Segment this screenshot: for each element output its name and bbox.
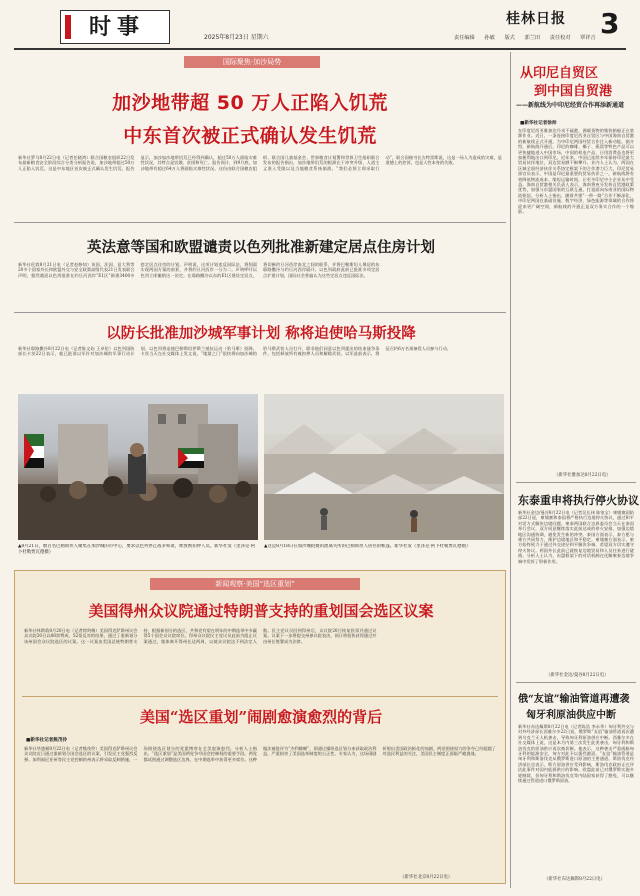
right-bottom-headline-2: 匈牙利原油供应中断 (526, 710, 616, 721)
main-headline-2: 中东首次被正式确认发生饥荒 (123, 125, 377, 147)
proof-name: 覃祥吉 (580, 35, 596, 41)
photo-protest (18, 394, 258, 540)
us-story2-headline: 美国“选区重划”闹剧愈演愈烈的背后 (139, 708, 383, 726)
settlement-body: 新华社伦敦8月21日电（记者赵修知）英国、法国、意大利等20多个国家外长和欧盟外交与安全政策高级代表21日发表联合声明，强烈谴责以色列批准在约旦河西岸“E1区”新建3400多套定居点住房的计划。声明说，这项计划违反国际法，将削弱实现两国方案的前景，并将约旦河西岸一分为二。声明呼吁以色列立即撤销这一决定。在耶路撒冷以东的E1区建设定居点，将切断约旦河西岸南北之间的联系，并将巴勒斯坦人聚居的东耶路撒冷与约旦河西岸隔开。以色列政府此前已批准多项定居点扩建计划，国际社会普遍认为这些定居点违反国际法。 (18, 262, 380, 278)
proof-label: 责任校对 (549, 35, 571, 41)
divider-1 (14, 222, 506, 223)
editor-label: 责任编辑 (454, 35, 475, 41)
divider-us (22, 696, 498, 697)
right-bottom-dateline: （新华社布达佩斯8月22日电） (544, 877, 606, 882)
band-us (150, 578, 360, 590)
band-us-label: 新闻观察·美国“选区重划” (215, 580, 295, 588)
us-story1-body: 新华社休斯敦8月20日电（记者徐剑梅）美国得克萨斯州议会众议院20日以88票赞成、52票反对的结果，通过了重新划分该州国会众议院选区的议案。这一议案由美国总统特朗普支持，根据新划分的选区，共和党有望在明年的中期选举中多赢得5个国会众议院席位。得州众议院民主党议员此前为阻止议案通过，集体离开得州长达两周，以使众议院达不到法定人数。民主党议员回到得州后，众议院20日恢复投票并通过议案。议案下一步将提交州参议院表决，预计将很快获得通过并由州长签署成为法律。 (24, 628, 377, 644)
us-story1-headline: 美国得州众议院通过特朗普支持的重划国会选区议案 (88, 602, 434, 620)
section-title-text: 时事 (89, 15, 146, 40)
band-gaza-label: 国际聚焦·加沙局势 (222, 58, 282, 66)
right-mid-headline: 东泰重申将执行停火协议 (518, 494, 639, 507)
right-top-dateline: （新华社雅加达8月22日电） (554, 473, 611, 478)
masthead (0, 0, 640, 50)
settlement-headline: 英法意等国和欧盟谴责以色列批准新建定居点住房计划 (87, 239, 435, 256)
military-headline: 以防长批准加沙城军事计划 称将迫使哈马斯投降 (106, 325, 416, 342)
layout-name: 郭兰田 (524, 35, 541, 41)
military-body: 新华社耶路撒冷8月22日电（记者陈文仙 王卓伦）以色列国防部长卡茨22日表示，他已批准以军针对加沙城的军事行动计划，以色列将迫使巴勒斯坦伊斯兰抵抗运动（哈马斯）投降。卡茨当天在社交媒体上发文说，“地狱之门”很快将向加沙城的哈马斯武装人员打开，除非他们同意以色列提出的结束战争条件，包括释放所有被扣押人员和解除武装。以军此前表示，将征召约6万名预备役人员参与行动。 (18, 346, 451, 357)
masthead-rule (14, 48, 626, 50)
right-top-subhead: ——新航线为中印尼经贸合作再添新通道 (516, 102, 625, 109)
photo-protest-art (18, 394, 258, 540)
photo-tents (264, 394, 504, 540)
section-title-bar (65, 15, 71, 39)
section-title (60, 10, 170, 44)
us-story2-dateline: （新华社北京8月22日电） (400, 875, 453, 880)
paper-name: 桂林日报 (506, 11, 566, 27)
photo-protest-caption: ▲8月21日，数百名巴勒斯坦人聚集在加沙城的市中心，要求以色列停止战争和谈，释放被扣押人员。新华社发（里泽克·阿卜杜勒贾瓦德摄） (18, 544, 256, 555)
right-mid-dateline: （新华社金边/曼谷8月22日电） (546, 673, 609, 678)
right-bottom-body: 新华社布达佩斯8月22日电（记者陈浩 李永华）匈牙利外交与对外经济部长西雅尔多22日说，俄罗斯“友谊”输油管道再次遭到乌克兰无人机袭击，导致匈牙利原油供应中断。西雅尔多在社交媒体上说，这是本月内第三次发生此类袭击，匈牙利和斯洛伐克的原油供应再次被切断。他表示，这种袭击严重威胁匈牙利的能源安全，匈方对此予以强烈谴责。“友谊”输油管道是匈牙利和斯洛伐克从俄罗斯进口原油的主要通道。斯洛伐克经济部长也表示，斯方原油供应受到影响，斯洛伐克政府正在评估此事件对国内能源供应的影响。欧盟此前已对俄罗斯实施多轮制裁，但匈牙利和斯洛伐克等内陆国家获得了豁免，可以继续通过管道进口俄罗斯原油。 (518, 724, 634, 784)
right-column-rule (510, 52, 511, 888)
right-bottom-headline-1: 俄“友谊”输油管道再遭袭 (518, 694, 630, 705)
us-story2-byline: ■新华社记者熊茂伶 (26, 738, 68, 743)
right-divider-2 (516, 682, 636, 683)
right-top-body: 在印度尼西亚雅加达丹戎不碌港，满载货物的集装箱船正在装卸作业。近日，一条连接印度尼西亚自贸区与中国海南自贸港的新航线正式开通，为中印尼两国经贸合作注入新动能。据介绍，新航线开通后，印尼的咖啡、椰子、燕窝等特色产品可以更快捷地进入中国市场，中国的机电产品、日用消费品也将更加便利地出口到印尼。近年来，中国已连续多年保持印尼最大贸易伙伴地位，双边贸易额不断攀升。业内人士认为，两国在区域全面经济伙伴关系协定框架下的合作潜力巨大。印尼贸易部官员表示，中国是印尼最重要的贸易伙伴之一，新航线将有效降低物流成本、缩短运输时间，让更多印尼中小企业从中受益。海南自贸港相关负责人表示，海南将充分发挥自贸港政策优势，加强与东盟国家的互联互通，打造面向东南亚的国际物流枢纽。分析人士指出，随着共建“一带一路”合作不断深化，中印尼两国在基础设施、数字经济、绿色能源等领域的合作将迎来更广阔空间，新航线的开通正是双方务实合作的一个缩影。 (518, 128, 634, 215)
band-gaza (184, 56, 320, 68)
right-top-headline-1: 从印尼自贸区 (520, 66, 599, 81)
photo-tents-caption: ▲这是8月18日在加沙城拍摄的流离失所的巴勒斯坦人居住的帐篷。新华社发（里泽克·阿卜杜勒贾瓦德摄） (264, 544, 471, 549)
right-top-headline-2: 到中国自贸港 (534, 84, 613, 99)
right-top-byline: ■新华社记者徐帅 (520, 121, 557, 126)
main-story-body: 新华社罗马8月22日电（记者任晓鸿）联合国粮农组织22日发布最新粮食安全阶段综合分类分析报告说，加沙地带超过50万人正陷入饥荒。这是中东地区首次被正式确认发生饥荒。报告显示，加沙加沙地带饥荒已经得到确认，超过50万人面临灾难性状况，其特点是饥饿、贫困和死亡。报告预计，到9月底，加沙地带有超过64万人将面临灾难性状况。这份由联合国粮农组织、联合国儿童基金会、世界粮食计划署和世界卫生组织联合发布的报告指出，加沙地带饥荒的根源在于冲突升级、人道主义准入受限以及当地粮食系统崩溃。“我们必须立即采取行动”，联合国秘书长古特雷斯说，这是一场人为造成的灾难，是道德上的控诉，也是人性本身的失败。 (18, 155, 502, 171)
date-line: 2025年8月23日 星期六 (204, 34, 269, 41)
editor-line (454, 34, 596, 41)
main-headline-1: 加沙地带超 50 万人正陷入饥荒 (112, 92, 388, 114)
page-number: 3 (600, 7, 620, 40)
photo-tents-art (264, 394, 504, 540)
right-mid-body: 新华社金边/曼谷8月22日电（记者吴长伟 陈家宝）柬埔寨国防部22日说，柬埔寨和泰国将严格执行边境停火协议，通过和平对话方式解决边境问题。柬泰两国联合边界委员会当天在泰国举行会议，双方同意继续落实此前达成的停火安排，加强边境地区沟通协调，避免发生新的冲突。泰国方面表示，泰方愿与柬方共同努力，维护边境地区和平稳定。柬埔寨方面表示，柬方始终致力于通过外交途径和平解决争端，希望双方切实遵守停火协议。两国外长此前已就恢复边境贸易和人员往来进行磋商。分析人士认为，东盟框架下的对话机制在化解柬泰边境争端中发挥了积极作用。 (518, 510, 634, 564)
editor-name: 孙敏 (484, 35, 495, 41)
divider-2 (14, 312, 506, 313)
right-divider-1 (516, 482, 636, 483)
us-story2-body: 新华社华盛顿8月22日电（记者熊茂伶）美国得克萨斯州议会众议院近日通过重新划分国会选区的议案，引发民主党强烈反弹。加利福尼亚州等民主党控制的州表示将采取反制措施，一场围绕选区划分的党派博弈在全美愈演愈烈。分析人士指出，“选区重划”是美国两党争夺国会控制权的重要手段。两党都试图通过调整选区边界，在中期选举中获得更多席位。这种做法被批评为“杰利蝾螈”，即通过操纵选区划分来获取政治利益，严重损害了美国选举制度的公正性。专家认为，这场闹剧折射出美国政治极化的加剧，两党围绕权力的争夺已经超越了对选民利益的关注，美国民主制度正面临严峻挑战。 (24, 746, 496, 762)
layout-label: 版式 (504, 35, 515, 41)
